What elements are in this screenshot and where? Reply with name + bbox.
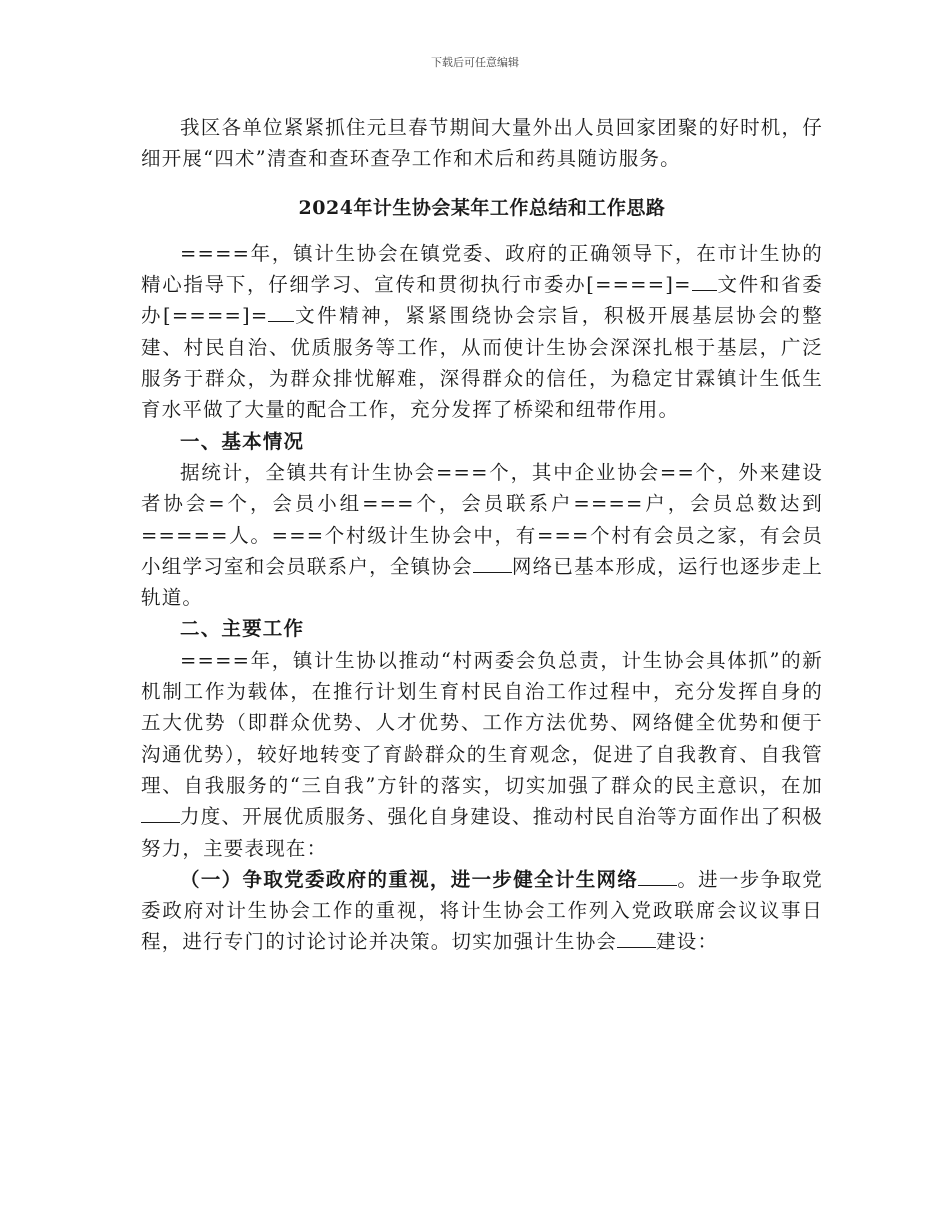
section-heading-basic: 一、基本情况 [180,429,305,453]
fill-blank [692,270,717,291]
subsection-text-2: 建设： [656,930,719,954]
basic-text-2: 网络已基本形成，运行也逐步走上轨道。 [141,554,823,610]
fill-blank [473,551,512,572]
page-header-note: 下载后可任意编辑 [431,56,519,69]
basic-situation-paragraph [141,457,823,613]
subsection-paragraph [141,864,823,958]
main-work-text-1: ====年，镇计生协以推动“村两委会负总责，计生协会具体抓”的新机制工作为载体，在推行计划生育村民自治工作过程中，充分发挥自身的五大优势（即群众优势、人才优势、工作方法优势、网络健全优势和便于沟通优势），较好地转变了育龄群众的生育观念，促进了自我教育、自我管理、自我服务的“三自我”方针的落实，切实加强了群众的民主意识，在加 [141,648,823,797]
basic-text-1: 据统计，全镇共有计生协会===个，其中企业协会==个，外来建设者协会=个，会员小组===个，会员联系户====户，会员总数达到=====人。===个村级计生协会中，有===个村有会员之家，有会员小组学习室和会员联系户，全镇协会 [141,460,823,578]
section-heading-main-work: 二、主要工作 [180,617,305,641]
main-work-paragraph [141,645,823,864]
fill-blank [141,802,180,823]
document-body [141,112,823,958]
summary-text-3: 文件精神，紧紧围绕协会宗旨，积极开展基层协会的整建、村民自治、优质服务等工作，从而使计生协会深深扎根于基层，广泛服务于群众，为群众排忧解难，深得群众的信任，为稳定甘霖镇计生低生育水平做了大量的配合工作，充分发挥了桥梁和纽带作用。 [141,304,823,422]
subsection-heading: （一）争取党委政府的重视，进一步健全计生网络 [180,867,639,891]
main-work-text-2: 力度、开展优质服务、强化自身建设、推动村民自治等方面作出了积极努力，主要表现在： [141,805,823,860]
fill-blank [617,927,656,948]
intro-paragraph: 我区各单位紧紧抓住元旦春节期间大量外出人员回家团聚的好时机，仔细开展“四术”清查和查环查孕工作和术后和药具随访服务。 [141,116,823,171]
summary-text-2: 文件和省委办[====]= [141,273,823,328]
document-title: 2024年计生协会某年工作总结和工作思路 [298,196,666,219]
fill-blank [638,864,677,885]
summary-paragraph [141,238,823,426]
summary-text-1: ====年，镇计生协会在镇党委、政府的正确领导下，在市计生协的精心指导下，仔细学习、宣传和贯彻执行市委办[====]= [141,241,823,297]
fill-blank [268,301,293,322]
subsection-text-1: 。进一步争取党委政府对计生协会工作的重视，将计生协会工作列入党政联席会议议事日程，进行专门的讨论讨论并决策。切实加强计生协会 [141,867,823,954]
